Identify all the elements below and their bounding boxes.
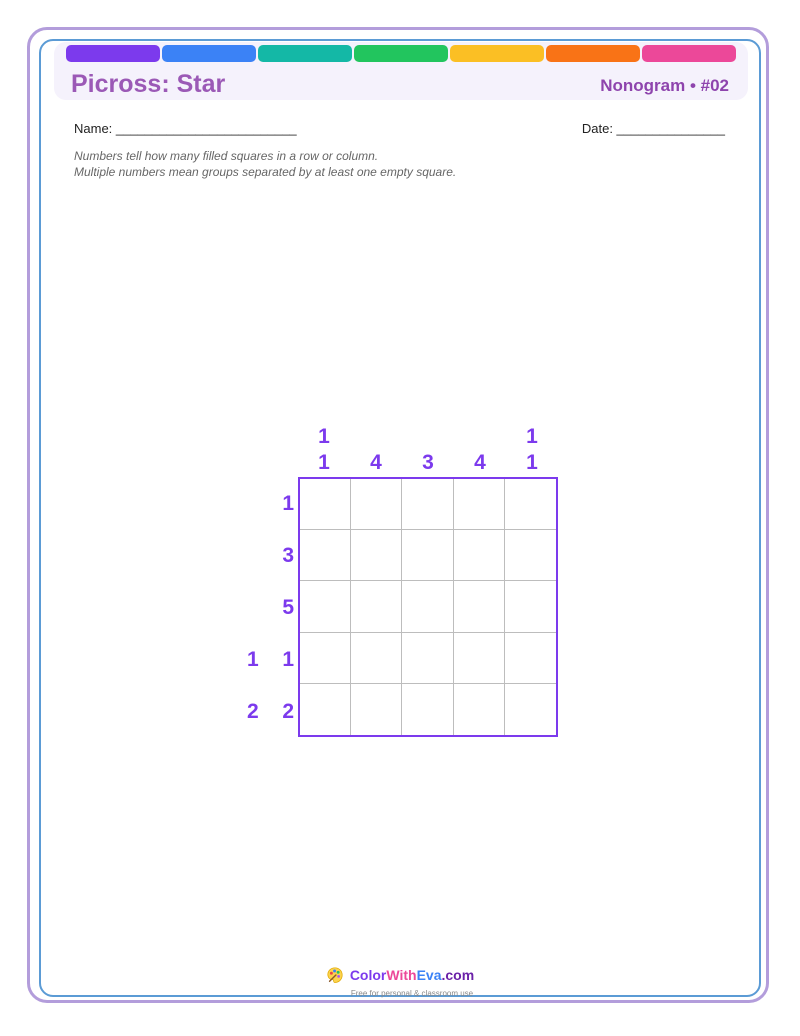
grid-cell[interactable] [300,530,351,581]
color-bar-segment [162,45,256,62]
grid-cell[interactable] [402,684,453,735]
grid-cell[interactable] [351,581,402,632]
date-field: Date: _______________ [581,121,725,136]
row-clue: 1 [282,492,294,515]
footer [0,966,800,998]
color-bar-segment [546,45,640,62]
brand-name [350,967,474,983]
grid-cell[interactable] [505,581,556,632]
grid-cell[interactable] [454,479,505,530]
color-bar-segment [258,45,352,62]
grid-cell[interactable] [402,479,453,530]
row-clue: 5 [282,596,294,619]
color-bar-segment [354,45,448,62]
instructions-line-2: Multiple numbers mean groups separated by at least one empty square. [74,165,457,179]
column-clue: 1 [526,451,538,474]
grid-cell[interactable] [454,581,505,632]
grid-cell[interactable] [300,684,351,735]
instructions-line-1: Numbers tell how many filled squares in a row or column. [74,149,379,163]
rainbow-color-bar [66,45,736,62]
grid-cell[interactable] [351,684,402,735]
grid-cell[interactable] [300,581,351,632]
grid-cell[interactable] [351,530,402,581]
grid-cell[interactable] [402,581,453,632]
grid-cell[interactable] [505,633,556,684]
grid-cell[interactable] [505,684,556,735]
grid-cell[interactable] [351,633,402,684]
row-clue: 1 1 [246,648,294,671]
color-bar-segment [642,45,736,62]
grid-cell[interactable] [454,684,505,735]
row-clue: 2 2 [246,700,294,723]
page-title: Picross: Star [71,70,226,98]
grid-cell[interactable] [402,530,453,581]
column-clue: 1 [318,425,330,448]
brand-word-com: .com [441,967,475,983]
color-bar-segment [66,45,160,62]
brand-word-with: With [386,967,417,983]
grid-cell[interactable] [454,530,505,581]
color-bar-segment [450,45,544,62]
puzzle-grid [298,477,558,737]
grid-cell[interactable] [300,479,351,530]
puzzle-number: Nonogram • #02 [600,76,729,95]
grid-cell[interactable] [505,530,556,581]
grid-cell[interactable] [505,479,556,530]
grid-cell[interactable] [351,479,402,530]
brand-word-color: Color [349,967,387,983]
grid-cell[interactable] [454,633,505,684]
row-clue: 3 [282,544,294,567]
column-clue: 1 [318,451,330,474]
brand-tagline: Free for personal & classroom use [350,989,474,998]
column-clue: 4 [370,451,382,474]
brand-logo [326,966,474,984]
name-field: Name: _________________________ [74,121,297,136]
row-clues [230,478,294,738]
column-clue: 4 [474,451,486,474]
column-clue: 1 [526,425,538,448]
column-clues [298,420,558,476]
column-clue: 3 [422,451,434,474]
grid-cell[interactable] [300,633,351,684]
grid-cell[interactable] [402,633,453,684]
palette-icon [326,966,344,984]
instructions [74,148,456,180]
brand-word-eva: Eva [416,967,442,983]
